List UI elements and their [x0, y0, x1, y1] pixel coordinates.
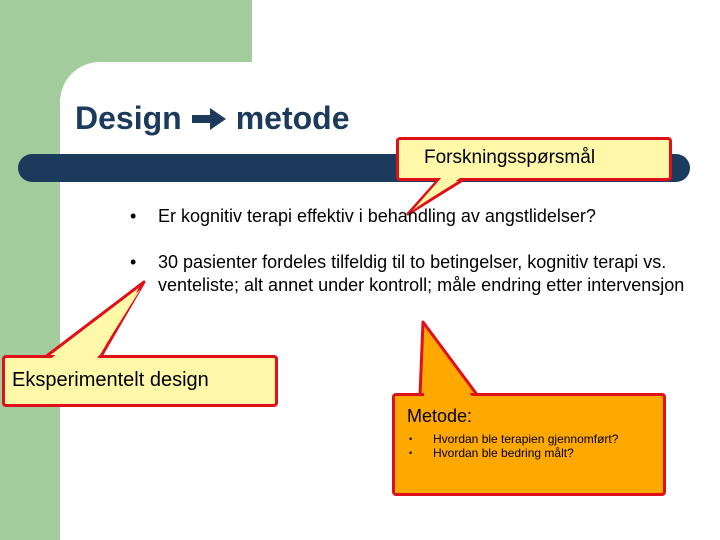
bullet-text: Er kognitiv terapi effektiv i behandling av angstlidelser? [158, 206, 596, 226]
method-heading: Metode: [407, 406, 473, 426]
bullet-marker: • [130, 206, 137, 226]
bullet-text: 30 pasienter fordeles tilfeldig til to betingelser, kognitiv terapi vs. venteliste; alt annet under kontroll; måle endring etter intervensjon [158, 252, 685, 295]
method-item-text: Hvordan ble bedring målt? [433, 446, 574, 460]
method-bullet-marker: • [409, 434, 413, 444]
title-metode: metode [235, 100, 350, 136]
title-design: Design [75, 100, 182, 136]
research-question-label: Forskningsspørsmål [424, 147, 596, 168]
experimental-design-label: Eksperimentelt design [12, 369, 209, 391]
method-item-text: Hvordan ble terapien gjennomført? [433, 432, 619, 446]
method-bullet-marker: • [409, 448, 413, 458]
bullet-marker: • [130, 252, 137, 272]
